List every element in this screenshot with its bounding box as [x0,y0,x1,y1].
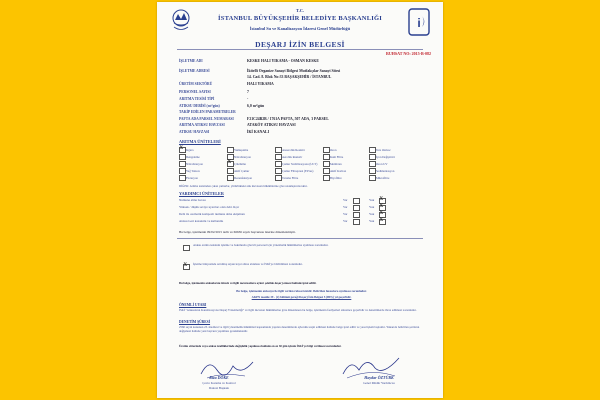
field-value: KESKE HALI YIKAMA - OSMAN KESKE [247,59,319,63]
field-label: ARITMA TESİSİ TİPİ [179,97,215,101]
field-label: ARITMA ATIKSU HAVZASI [179,123,225,127]
treatment-checkbox[interactable] [275,175,282,181]
auxiliary-unit-label: Yüksek / düşük seviye uyarıları olan debi ölçer [179,205,240,209]
yes-label: Var [343,205,348,209]
notes-paragraph-3: Üretim sürecinde veya atıksu özelliklerinde değişiklik yapılması halinde en az 30 gün içinde İSKİ'ye bilgi verilmesi zorunludur. [179,344,342,348]
field-label: TAKİP EDİLEN PARAMETRELER [179,110,236,114]
field-label: ATIKSU HAVZASI [179,130,210,134]
treatment-option-label: Flotasyon [186,175,198,180]
treatment-option-label: Tarama Filtre [282,175,299,180]
notes-heading-2: DENETİM ŞÜRESİ [179,320,211,324]
field-value: 7 [247,90,249,94]
no-label: Yok [369,198,375,202]
treatment-option-label: Aerobik Reaktör [282,154,303,159]
treatment-checkbox[interactable] [369,147,376,153]
treatment-checkbox[interactable] [323,147,330,153]
treatment-checkbox[interactable] [275,147,282,153]
field-label: PERSONEL SAYISI [179,90,211,94]
organization-name: İSTANBUL BÜYÜKŞEHİR BELEDİYE BAŞKANLIĞI [218,15,382,22]
field-value: İkitelli Organize Sanayi Bölgesi Mutfakçılar Sanayi Sitesi [247,69,341,73]
treatment-checkbox[interactable] [227,147,234,153]
treatment-checkmark: X [227,160,232,165]
treatment-checkbox[interactable] [323,168,330,174]
no-checkmark: X [379,217,384,223]
note-text-1: Atıksu arıtma tesisinin işletme ve bakımında görevli personel için yönetmelik hükümlerine uyulması zorunludur. [193,243,329,247]
no-checkmark: X [379,203,384,209]
auxiliary-unit-label: Debi ile otomatik kompozit numune alma ekipmanı [179,212,245,216]
treatment-checkbox[interactable] [369,175,376,181]
signatory-title-left: Çevre Koruma ve Kontrol [202,381,236,385]
field-label: ATIKSU DEBİSİ (m³/gün) [179,104,220,108]
no-checkmark: X [379,196,384,202]
red-note-1: Bu belge, işletmenin atıksuyu ile ilgili verilen ruhsat iznidir. Belirtilen hususlara uyulması zorunludur. [236,289,367,293]
treatment-checkbox[interactable] [275,161,282,167]
field-value: F21C24B2B / 1761A PAFTA, 507 ADA, 3 PARSEL [247,117,329,121]
field-label: İŞLETME ADRESİ [179,69,210,73]
yes-label: Var [343,212,348,216]
treatment-checkbox[interactable] [369,161,376,167]
treatment-checkbox[interactable] [275,168,282,174]
yes-checkbox[interactable] [353,205,360,211]
treatment-option-label: Anaerobik Reaktör [282,147,305,152]
note-checkbox-1[interactable] [183,245,190,251]
field-value: 6,0 m³/gün [247,104,265,108]
treatment-checkbox[interactable] [179,154,186,160]
treatment-option-label: Yağ Tutucu [186,168,200,173]
field-value: ATAKÖY ATIKSU HAVZASI [247,123,296,127]
application-line: Bu belge, işletmenin 09/02/2015 tarih ve 66636 sayılı başvurusu üzerine düzenlenmiştir. [179,230,296,234]
treatment-option-label: Sedimentasyon [376,168,395,173]
treatment-checkbox[interactable] [179,175,186,181]
treatment-checkbox[interactable] [227,175,234,181]
treatment-checkmark: X [179,146,184,151]
no-label: Yok [369,212,375,216]
notes-paragraph-2: 2560 sayılı kanunun 23. maddesi ve ilgili yönetmelik hükümleri kapsamında yapılan denetimlerde aykırılık tespit edilmesi halinde belge iptal edilir ve yasal işlem başlatılır. Yukarıda belirtilen şartların değişmesi halinde yeni başvuru yapılması gerekmektedir. [179,325,420,334]
treatment-option-label: İyon Değiştirici [376,154,395,159]
signatory-title-right: Genel Müdür Yardımcısı [363,381,395,385]
field-value: İKİ KANALI [247,130,270,134]
treatment-option-label: Izgara [186,147,194,152]
treatment-checkbox[interactable] [369,154,376,160]
svg-text:i: i [417,16,421,30]
other-note: DİĞER: Aritma tesisinden çıkan çamurlar, yürürlükteki atık mevzuatı hükümlerine göre uzaklaştırılacaktır. [179,184,308,188]
field-label: İŞLETME ADI [179,59,203,63]
note-checkmark-2: X [183,263,188,268]
treatment-option-label: Nötralizasyon [186,161,203,166]
signatory-name-left: Riza DÖKE [209,375,229,380]
treatment-option-label: Biyofiltre [330,175,342,180]
treatment-option-label: Aktif Çamur [234,168,250,173]
field-value: 14. Cad. 8. Blok No:33 BAŞAKŞEHİR / İSTANBUL [247,75,332,79]
permit-document [157,2,443,398]
yes-checkbox[interactable] [353,198,360,204]
auxiliary-unit-label: Atıksu Geri kazanımı ve kullanımı [179,219,224,223]
auxiliary-unit-label: Numune alma bacası [179,198,206,202]
signatory-title-left-2: Dairesi Başkanı [208,386,230,390]
no-checkmark: X [379,210,384,216]
treatment-option-label: Dezenfeksiyon [234,175,252,180]
yes-label: Var [343,219,348,223]
treatment-checkbox[interactable] [179,168,186,174]
treatment-checkbox[interactable] [323,175,330,181]
treatment-option-label: Yumuşatma [234,147,249,152]
tc-label: T.C. [295,8,305,13]
treatment-option-label: Mikrofiltre [376,175,390,180]
field-label: PAFTA ADA PARSEL NUMARASI [179,117,234,121]
treatment-option-label: Aktif Karbon [330,168,347,173]
yes-label: Var [343,198,348,202]
yes-checkbox[interactable] [353,219,360,225]
treatment-option-label: Çamur Filtrepresi (F.Pres) [282,168,314,173]
treatment-checkbox[interactable] [323,154,330,160]
treatment-option-label: Ozon UV [376,161,388,166]
no-label: Yok [369,205,375,209]
treatment-option-label: Nötralizasyon [234,154,251,159]
document-number: RUHSAT NO: 2015-B-082 [386,51,431,56]
field-value: HALI YIKAMA [247,82,274,86]
department-name: İstanbul Su ve Kanalizasyon İdaresi Genel Müdürlüğü [249,26,351,31]
treatment-checkbox[interactable] [369,168,376,174]
treatment-option-label: Membran [330,161,342,166]
no-label: Yok [369,219,375,223]
document-title: DEŞARJ İZİN BELGESİ [255,40,345,49]
field-label: ÜRETİM SEKTÖRÜ [179,82,213,86]
treatment-checkbox[interactable] [179,161,186,167]
notes-heading: ÖNEMLİ UYARI [179,303,207,307]
treatment-option-label: Ters Ozmoz [376,147,391,152]
treatment-heading: ARITMA ÜNİTELERİ [179,139,221,144]
field-value: - [247,97,249,101]
red-note-2: AKPN madde 39 - (2) bölümü gereği Deşarj İzin Belgesi 5 (BEŞ) yıl geçerlidir. [251,295,352,299]
treatment-option-label: Ozon [330,147,337,152]
signatory-name-right: Haydar ÖZTÜRK [364,375,394,380]
treatment-option-label: Kum Filtre [330,154,344,159]
treatment-checkbox[interactable] [275,154,282,160]
note-text-2: İşletme bünyesinde arıtılmış suyun kayıt altına alınması ve İSKİ'ye bildirilmesi zorunludur. [193,262,303,266]
treatment-option-label: Çamur Stabilizasyonu (UCT) [282,161,318,166]
auxiliary-heading: YARDIMCI ÜNİTELER [179,191,224,196]
treatment-checkbox[interactable] [227,168,234,174]
treatment-checkbox[interactable] [323,161,330,167]
yes-checkbox[interactable] [353,212,360,218]
notes-paragraph-1: İSKİ "Atıksuların Kanalizasyona Deşarj Yönetmeliği" ve ilgili mevzuat hükümlerine göre düzenlenen bu belge, işletmenin faaliyetleri süresince geçerlidir ve denetimlerde ibraz edilmesi zorunludur. [179,308,417,312]
treatment-option-label: Çöktürme [234,161,246,166]
bold-note: Bu belge, işletmenin atıksularını izinsiz ve ilgili mevzuatlara aykırı şekilde deşarj etmesi halinde iptal edilir. [179,281,317,285]
treatment-option-label: Dengeleme [186,154,200,159]
